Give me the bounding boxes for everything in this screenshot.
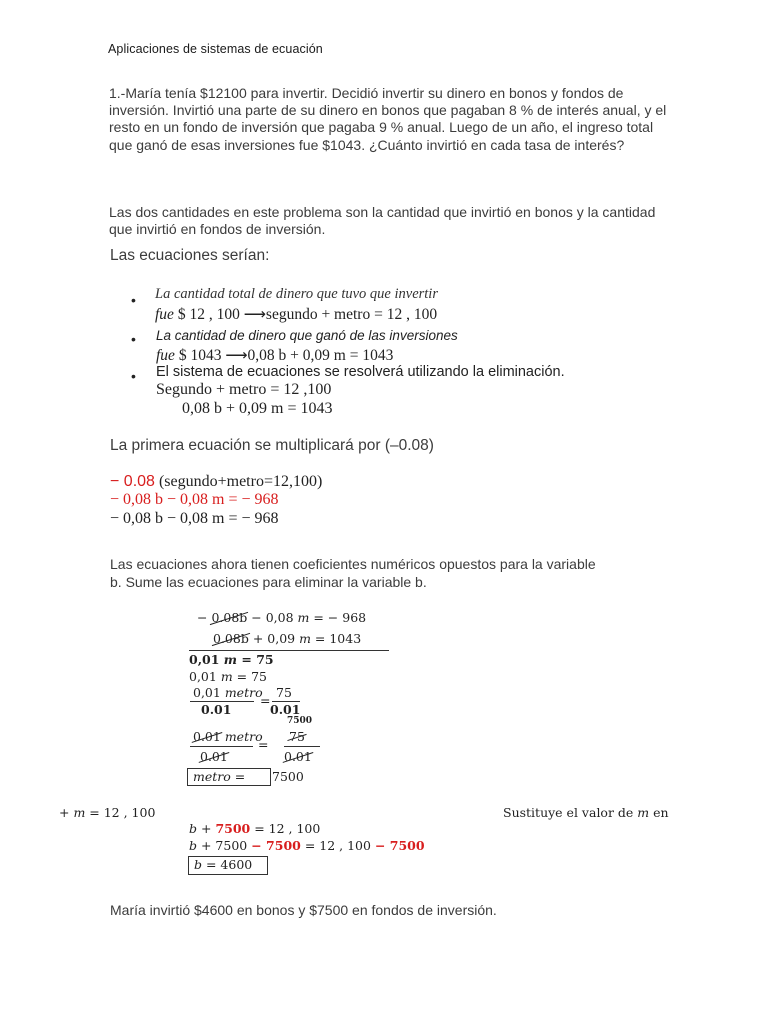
- frac1-num: 0,01 metro: [193, 685, 263, 700]
- frac2-eq: =: [258, 737, 269, 752]
- frac2-bar: [190, 746, 253, 747]
- mult-line-1: − 0.08 (segundo+metro=12,100): [110, 473, 323, 490]
- boxed-result: metro =: [193, 769, 246, 784]
- explanation-text: Las dos cantidades en este problema son la cantidad que invirtió en bonos y la cantidad que invirtió en fondos de inversión.: [109, 204, 656, 238]
- bullet-3-line1: El sistema de ecuaciones se resolverá utilizando la eliminación.: [156, 364, 565, 380]
- mult-line-3: − 0,08 b − 0,08 m = − 968: [110, 510, 279, 527]
- bullet-1-line2: fue $ 12 , 100 ⟶segundo + metro = 12 , 100: [155, 306, 438, 323]
- bullet-3-line2: Segundo + metro = 12 ,100: [156, 381, 332, 398]
- elim-row-3: 0,01 m = 75: [189, 652, 274, 667]
- equations-intro: Las ecuaciones serían:: [110, 247, 270, 264]
- coef-text: Las ecuaciones ahora tienen coeficientes numéricos opuestos para la variable: [110, 556, 596, 572]
- frac2-rden: 0.01: [284, 749, 312, 764]
- page-title: Aplicaciones de sistemas de ecuación: [108, 42, 323, 56]
- frac1-rnum: 75: [276, 685, 292, 700]
- bullet-1-line1: La cantidad total de dinero que tuvo que invertir: [155, 286, 438, 302]
- bullet-2-line2: fue $ 1043 ⟶0,08 b + 0,09 m = 1043: [156, 347, 394, 364]
- elim-row-4: 0,01 m = 75: [189, 669, 267, 684]
- frac2-num: 0.01 metro: [193, 729, 263, 744]
- coef-text-2: b. Sume las ecuaciones para eliminar la variable b.: [110, 574, 427, 590]
- mult-line-2: − 0,08 b − 0,08 m = − 968: [110, 491, 279, 508]
- superscript-7500: 7500: [287, 716, 313, 726]
- problem-text: 1.-María tenía $12100 para invertir. Decidió invertir su dinero en bonos y fondos de inversión. Invirtió una parte de su dinero en bonos que pagaban 8 % de interés anual, y el resto en un fondo de inversión que pagaba 9 % anual. Luego de un año, el ingreso total que ganó de esas inversiones fue $1043. ¿Cuánto invirtió en cada tasa de interés?: [109, 85, 667, 153]
- boxed-value: 7500: [272, 769, 304, 784]
- subst-left: + m = 12 , 100: [59, 805, 156, 820]
- subst-row-2: b + 7500 − 7500 = 12 , 100 − 7500: [189, 838, 425, 853]
- frac2-den: 0.01: [200, 749, 228, 764]
- subst-row-1: b + 7500 = 12 , 100: [189, 821, 321, 836]
- conclusion-text: María invirtió $4600 en bonos y $7500 en fondos de inversión.: [110, 902, 497, 918]
- frac1-den: 0.01: [201, 702, 232, 717]
- sum-line: [189, 650, 389, 651]
- frac1-rden: 0.01: [270, 702, 301, 717]
- subst-row-3: b = 4600: [194, 857, 253, 872]
- frac1-eq: =: [260, 693, 271, 708]
- elim-row-1: − 0.08b − 0,08 m = − 968: [197, 610, 367, 625]
- bullet-dot: •: [131, 292, 136, 308]
- multiply-text: La primera ecuación se multiplicará por (–0.08): [110, 437, 434, 454]
- subst-right: Sustituye el valor de m en: [503, 805, 669, 820]
- frac2-rbar: [284, 746, 320, 747]
- bullet-2-line1: La cantidad de dinero que ganó de las inversiones: [156, 328, 458, 343]
- bullet-3-line3: 0,08 b + 0,09 m = 1043: [182, 400, 333, 417]
- bullet-dot: •: [131, 368, 136, 384]
- bullet-dot: •: [131, 331, 136, 347]
- frac2-rnum: 75: [289, 729, 305, 744]
- elim-row-2: 0.08b + 0,09 m = 1043: [213, 631, 362, 646]
